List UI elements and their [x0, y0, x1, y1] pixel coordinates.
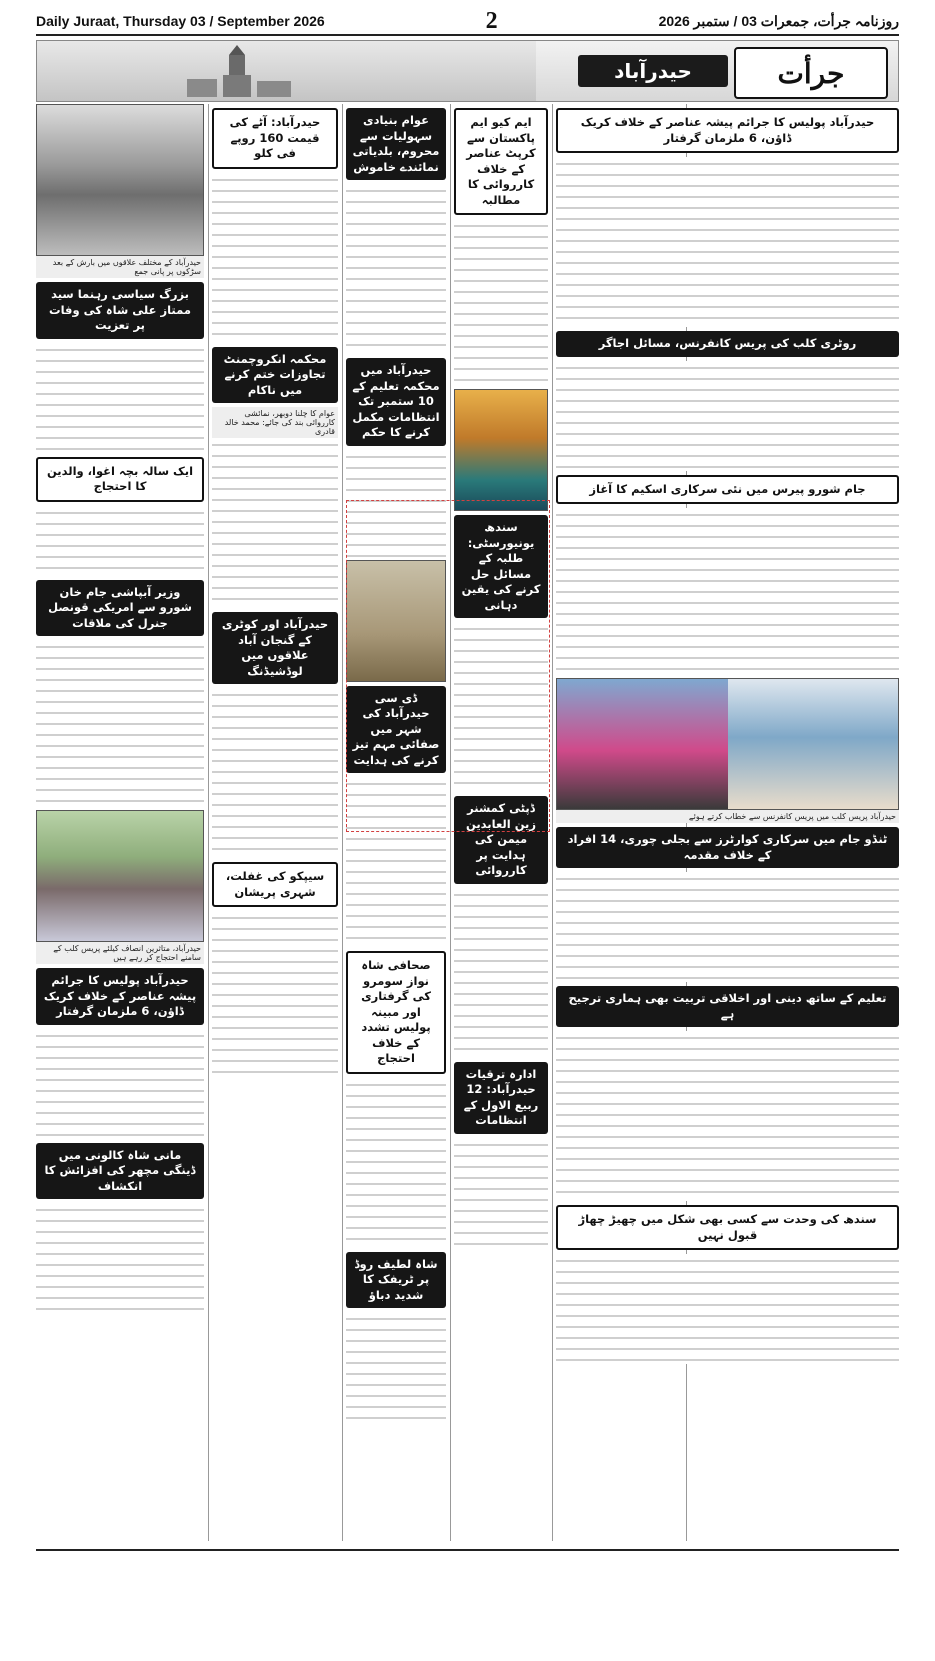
header-date-urdu: روزنامہ جرأت، جمعرات 03 / ستمبر 2026	[658, 12, 899, 29]
article-body	[556, 1031, 899, 1201]
article-body	[36, 343, 204, 453]
photo-caption: حیدرآباد کے مختلف علاقوں میں بارش کے بعد سڑکوں پر پانی جمع	[36, 256, 204, 278]
article-headline: ٹنڈو جام میں سرکاری کوارٹرز سے بجلی چوری، 14 افراد کے خلاف مقدمہ	[556, 827, 899, 868]
protest-photo	[36, 810, 204, 942]
footer-rule	[36, 1549, 899, 1551]
page-number: 2	[485, 7, 498, 34]
article-body	[556, 1254, 899, 1364]
article-body	[212, 688, 338, 858]
article-body	[556, 361, 899, 471]
article-body	[36, 640, 204, 810]
article-headline: وزیر آبپاشی جام خان شورو سے امریکی قونصل جنرل کی ملاقات	[36, 580, 204, 637]
portrait-photo	[454, 389, 548, 511]
article-body	[556, 872, 899, 982]
article-body	[36, 1203, 204, 1313]
article-headline: حیدرآباد: آٹے کی قیمت 160 روپے فی کلو	[212, 108, 338, 169]
article-body	[346, 1312, 446, 1422]
street-photo	[36, 104, 204, 256]
header-date-english: Daily Juraat, Thursday 03 / September 2026	[36, 13, 325, 29]
newspaper-logo: جرأت	[734, 47, 888, 99]
article-headline: ڈی سی حیدرآباد کی شہر میں صفائی مہم تیز کرنے کی ہدایت	[346, 686, 446, 774]
article-headline: عوام بنیادی سہولیات سے محروم، بلدیاتی نمائندے خاموش	[346, 108, 446, 180]
article-headline: حیدرآباد اور کوٹری کے گنجان آباد علاقوں میں لوڈشیڈنگ	[212, 612, 338, 684]
photo-caption: حیدرآباد پریس کلب میں پریس کانفرنس سے خطاب کرتے ہوئے	[556, 810, 899, 823]
article-body	[212, 911, 338, 1081]
article-body	[36, 506, 204, 576]
article-body	[346, 184, 446, 354]
article-body	[454, 888, 548, 1058]
article-headline: حیدرآباد پولیس کا جرائم پیشہ عناصر کے خلاف کریک ڈاؤن، 6 ملزمان گرفتار	[36, 968, 204, 1025]
column-right	[556, 104, 899, 1541]
article-headline: سیپکو کی غفلت، شہری پریشان	[212, 862, 338, 907]
clock-tower-icon	[177, 45, 297, 97]
page-header	[36, 8, 899, 34]
header-rule	[36, 34, 899, 36]
article-subheading: عوام کا چلنا دوبھر، نمائشی کارروائی بند کی جائے: محمد خالد قادری	[212, 407, 338, 438]
article-headline: سندھ یونیورسٹی: طلبہ کے مسائل حل کرنے کی یقین دہانی	[454, 515, 548, 618]
featured-story-frame	[346, 500, 550, 832]
article-body	[212, 173, 338, 343]
masthead-banner	[36, 40, 899, 102]
article-headline: شاہ لطیف روڈ پر ٹریفک کا شدید دباؤ	[346, 1252, 446, 1309]
article-headline: حیدرآباد پولیس کا جرائم پیشہ عناصر کے خلاف کریک ڈاؤن، 6 ملزمان گرفتار	[556, 108, 899, 153]
article-body	[454, 219, 548, 389]
article-body	[36, 1029, 204, 1139]
speaker-man-photo	[728, 679, 899, 809]
article-headline: جام شورو پیرس میں نئی سرکاری اسکیم کا آغاز	[556, 475, 899, 505]
speaker-woman-photo	[557, 679, 728, 809]
column-left	[36, 104, 204, 1541]
column-mid-left	[212, 104, 338, 1541]
article-headline: مانی شاہ کالونی میں ڈینگی مچھر کی افزائش کا انکشاف	[36, 1143, 204, 1200]
article-headline: ڈپٹی کمشنر زین العابدین میمن کی ہدایت پر کارروائی	[454, 796, 548, 884]
article-body	[556, 508, 899, 678]
article-headline: سندھ کی وحدت سے کسی بھی شکل میں چھیڑ چھاڑ قبول نہیں	[556, 1205, 899, 1250]
article-body	[556, 157, 899, 327]
article-headline: محکمہ انکروچمنٹ تجاوزات ختم کرنے میں ناکام	[212, 347, 338, 404]
section-title: حیدرآباد	[578, 55, 728, 87]
photo-caption: حیدرآباد، متاثرین انصاف کیلئے پریس کلب کے سامنے احتجاج کر رہے ہیں	[36, 942, 204, 964]
article-body	[346, 1078, 446, 1248]
article-headline: تعلیم کے ساتھ دینی اور اخلاقی تربیت بھی ہماری ترجیح ہے	[556, 986, 899, 1027]
press-conference-photo	[556, 678, 899, 810]
article-headline: ایم کیو ایم پاکستان سے کرپٹ عناصر کے خلاف کارروائی کا مطالبہ	[454, 108, 548, 215]
article-headline: حیدرآباد میں محکمہ تعلیم کے 10 ستمبر تک انتظامات مکمل کرنے کا حکم	[346, 358, 446, 446]
article-body	[212, 438, 338, 608]
article-headline: روٹری کلب کی پریس کانفرنس، مسائل اجاگر	[556, 331, 899, 357]
article-headline: صحافی شاہ نواز سومرو کی گرفتاری اور مبینہ پولیس تشدد کے خلاف احتجاج	[346, 951, 446, 1074]
article-headline: ایک سالہ بچہ اغوا، والدین کا احتجاج	[36, 457, 204, 502]
article-headline: ادارہ ترقیات حیدرآباد: 12 ربیع الاول کے انتظامات	[454, 1062, 548, 1134]
article-headline: بزرگ سیاسی رہنما سید ممتاز علی شاہ کی وفات پر تعزیت	[36, 282, 204, 339]
article-body	[454, 1138, 548, 1248]
